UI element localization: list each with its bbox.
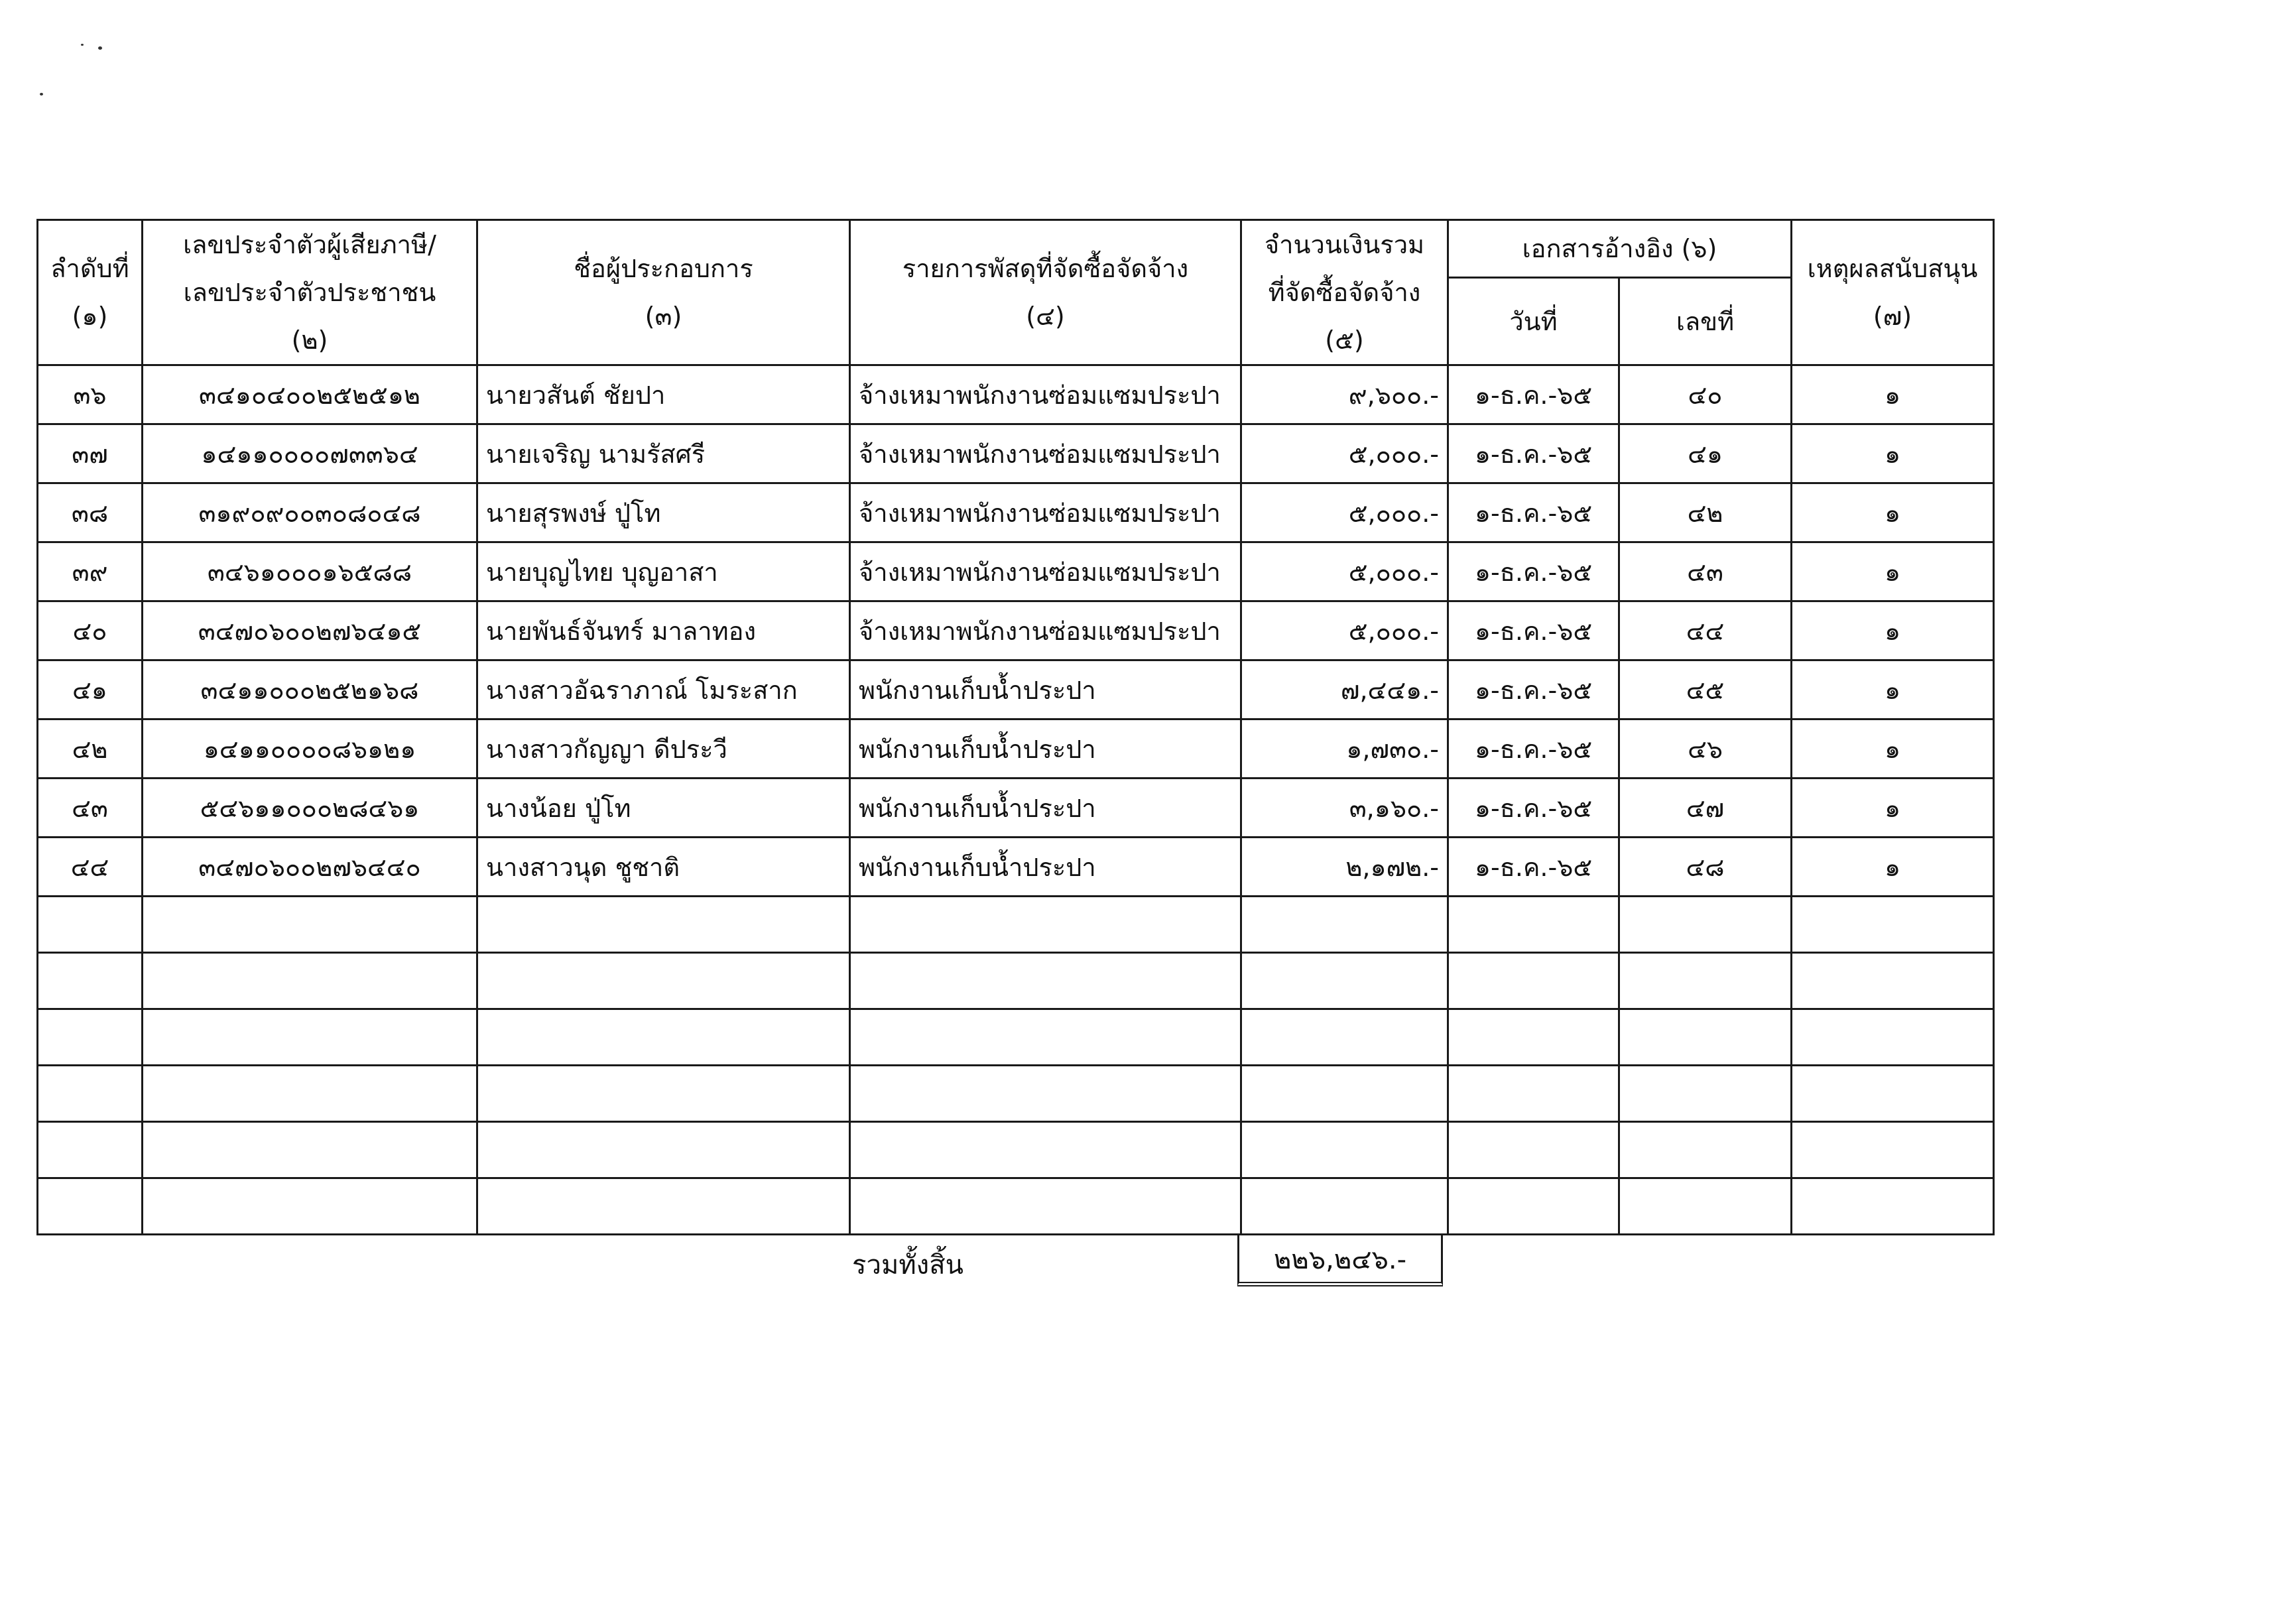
scan-speck (40, 93, 43, 95)
table-row (38, 483, 1994, 542)
cell-reason: ๑ (1792, 365, 1994, 424)
cell-amount: ๕,๐๐๐.- (1241, 601, 1448, 660)
empty-cell (1241, 953, 1448, 1009)
cell-amount: ๕,๐๐๐.- (1241, 424, 1448, 483)
header-refdoc: เอกสารอ้างอิง (๖) (1448, 220, 1792, 278)
empty-cell (1792, 1009, 1994, 1066)
cell-seq: ๓๘ (38, 483, 143, 542)
cell-item: พนักงานเก็บน้ำประปา (850, 660, 1241, 719)
empty-cell (1792, 953, 1994, 1009)
empty-row (38, 1178, 1994, 1235)
empty-cell (850, 1009, 1241, 1066)
empty-cell (1448, 1009, 1619, 1066)
cell-date: ๑-ธ.ค.-๖๕ (1448, 542, 1619, 601)
table-row (38, 660, 1994, 719)
cell-docno: ๔๗ (1619, 779, 1792, 838)
empty-cell (850, 1122, 1241, 1178)
cell-item: พนักงานเก็บน้ำประปา (850, 838, 1241, 897)
empty-cell (1448, 1122, 1619, 1178)
empty-cell (850, 953, 1241, 1009)
empty-cell (1448, 897, 1619, 953)
cell-seq: ๔๓ (38, 779, 143, 838)
table-row (38, 424, 1994, 483)
cell-amount: ๗,๔๔๑.- (1241, 660, 1448, 719)
cell-amount: ๓,๑๖๐.- (1241, 779, 1448, 838)
cell-taxid: ๕๔๖๑๑๐๐๐๒๘๔๖๑ (143, 779, 477, 838)
procurement-table (36, 219, 1995, 1235)
cell-item: พนักงานเก็บน้ำประปา (850, 779, 1241, 838)
cell-amount: ๙,๖๐๐.- (1241, 365, 1448, 424)
header-date: วันที่ (1448, 278, 1619, 365)
cell-seq: ๓๗ (38, 424, 143, 483)
empty-row (38, 1009, 1994, 1066)
empty-cell (1448, 1066, 1619, 1122)
table-row (38, 838, 1994, 897)
table-row (38, 365, 1994, 424)
cell-taxid: ๓๔๗๐๖๐๐๒๗๖๔๑๕ (143, 601, 477, 660)
cell-name: นายพันธ์จันทร์ มาลาทอง (477, 601, 850, 660)
empty-cell (143, 1178, 477, 1235)
cell-reason: ๑ (1792, 660, 1994, 719)
empty-cell (143, 1122, 477, 1178)
cell-name: นางสาวนุด ชูชาติ (477, 838, 850, 897)
empty-cell (1241, 897, 1448, 953)
empty-cell (477, 1178, 850, 1235)
empty-cell (38, 953, 143, 1009)
cell-item: จ้างเหมาพนักงานซ่อมแซมประปา (850, 483, 1241, 542)
cell-name: นางสาวกัญญา ดีประวี (477, 719, 850, 779)
cell-amount: ๒,๑๗๒.- (1241, 838, 1448, 897)
empty-cell (477, 953, 850, 1009)
empty-cell (850, 1178, 1241, 1235)
cell-reason: ๑ (1792, 838, 1994, 897)
header-reason: เหตุผลสนับสนุน (๗) (1792, 220, 1994, 365)
cell-date: ๑-ธ.ค.-๖๕ (1448, 838, 1619, 897)
empty-row (38, 1122, 1994, 1178)
empty-cell (1448, 953, 1619, 1009)
cell-taxid: ๓๑๙๐๙๐๐๓๐๘๐๔๘ (143, 483, 477, 542)
empty-cell (1619, 1066, 1792, 1122)
table-row (38, 779, 1994, 838)
cell-reason: ๑ (1792, 719, 1994, 779)
cell-taxid: ๑๔๑๑๐๐๐๐๗๓๓๖๔ (143, 424, 477, 483)
cell-docno: ๔๐ (1619, 365, 1792, 424)
cell-date: ๑-ธ.ค.-๖๕ (1448, 719, 1619, 779)
cell-item: จ้างเหมาพนักงานซ่อมแซมประปา (850, 542, 1241, 601)
cell-seq: ๔๔ (38, 838, 143, 897)
empty-cell (477, 897, 850, 953)
scan-speck (81, 44, 84, 46)
cell-date: ๑-ธ.ค.-๖๕ (1448, 779, 1619, 838)
cell-name: นายบุญไทย บุญอาสา (477, 542, 850, 601)
empty-cell (1619, 1009, 1792, 1066)
cell-docno: ๔๑ (1619, 424, 1792, 483)
header-taxid: เลขประจำตัวผู้เสียภาษี/ เลขประจำตัวประชาชน (๒) (143, 220, 477, 365)
empty-cell (143, 1009, 477, 1066)
header-seq: ลำดับที่ (๑) (38, 220, 143, 365)
empty-cell (38, 1066, 143, 1122)
cell-amount: ๑,๗๓๐.- (1241, 719, 1448, 779)
cell-name: นางน้อย ปู่โท (477, 779, 850, 838)
total-label: รวมทั้งสิ้น (852, 1250, 963, 1280)
cell-name: นายสุรพงษ์ ปู่โท (477, 483, 850, 542)
header-name: ชื่อผู้ประกอบการ (๓) (477, 220, 850, 365)
cell-name: นายวสันต์ ชัยปา (477, 365, 850, 424)
table-row (38, 601, 1994, 660)
empty-cell (38, 1122, 143, 1178)
scan-speck (98, 46, 102, 50)
cell-docno: ๔๒ (1619, 483, 1792, 542)
table-row (38, 542, 1994, 601)
cell-date: ๑-ธ.ค.-๖๕ (1448, 483, 1619, 542)
empty-cell (1241, 1178, 1448, 1235)
cell-item: พนักงานเก็บน้ำประปา (850, 719, 1241, 779)
empty-cell (1619, 953, 1792, 1009)
cell-reason: ๑ (1792, 779, 1994, 838)
empty-row (38, 953, 1994, 1009)
empty-cell (38, 1178, 143, 1235)
cell-seq: ๔๑ (38, 660, 143, 719)
cell-amount: ๕,๐๐๐.- (1241, 483, 1448, 542)
cell-name: นายเจริญ นามรัสศรี (477, 424, 850, 483)
empty-cell (1619, 897, 1792, 953)
empty-cell (143, 953, 477, 1009)
header-amount: จำนวนเงินรวม ที่จัดซื้อจัดจ้าง (๕) (1241, 220, 1448, 365)
cell-seq: ๓๖ (38, 365, 143, 424)
header-docno: เลขที่ (1619, 278, 1792, 365)
cell-amount: ๕,๐๐๐.- (1241, 542, 1448, 601)
cell-taxid: ๑๔๑๑๐๐๐๐๘๖๑๒๑ (143, 719, 477, 779)
empty-cell (1448, 1178, 1619, 1235)
empty-cell (850, 897, 1241, 953)
cell-seq: ๓๙ (38, 542, 143, 601)
cell-seq: ๔๐ (38, 601, 143, 660)
cell-date: ๑-ธ.ค.-๖๕ (1448, 424, 1619, 483)
empty-cell (1792, 1178, 1994, 1235)
empty-cell (1241, 1009, 1448, 1066)
cell-item: จ้างเหมาพนักงานซ่อมแซมประปา (850, 601, 1241, 660)
empty-cell (477, 1122, 850, 1178)
empty-row (38, 1066, 1994, 1122)
cell-date: ๑-ธ.ค.-๖๕ (1448, 660, 1619, 719)
cell-docno: ๔๖ (1619, 719, 1792, 779)
header-items: รายการพัสดุที่จัดซื้อจัดจ้าง (๔) (850, 220, 1241, 365)
cell-reason: ๑ (1792, 542, 1994, 601)
cell-reason: ๑ (1792, 601, 1994, 660)
cell-item: จ้างเหมาพนักงานซ่อมแซมประปา (850, 424, 1241, 483)
cell-reason: ๑ (1792, 424, 1994, 483)
cell-seq: ๔๒ (38, 719, 143, 779)
cell-docno: ๔๘ (1619, 838, 1792, 897)
empty-cell (1792, 1122, 1994, 1178)
empty-cell (1792, 897, 1994, 953)
cell-date: ๑-ธ.ค.-๖๕ (1448, 601, 1619, 660)
empty-cell (1241, 1122, 1448, 1178)
cell-docno: ๔๓ (1619, 542, 1792, 601)
cell-reason: ๑ (1792, 483, 1994, 542)
empty-cell (1241, 1066, 1448, 1122)
cell-taxid: ๓๔๖๑๐๐๐๑๖๕๘๘ (143, 542, 477, 601)
empty-cell (38, 1009, 143, 1066)
total-value: ๒๒๖,๒๔๖.- (1237, 1233, 1443, 1286)
empty-cell (143, 1066, 477, 1122)
empty-cell (143, 897, 477, 953)
empty-cell (850, 1066, 1241, 1122)
header-row (38, 220, 1994, 278)
cell-item: จ้างเหมาพนักงานซ่อมแซมประปา (850, 365, 1241, 424)
cell-docno: ๔๕ (1619, 660, 1792, 719)
empty-cell (477, 1009, 850, 1066)
cell-name: นางสาวอัฉราภาณ์ โมระสาก (477, 660, 850, 719)
cell-taxid: ๓๔๗๐๖๐๐๒๗๖๔๔๐ (143, 838, 477, 897)
cell-docno: ๔๔ (1619, 601, 1792, 660)
cell-taxid: ๓๔๑๐๔๐๐๒๕๒๕๑๒ (143, 365, 477, 424)
empty-cell (1619, 1178, 1792, 1235)
empty-row (38, 897, 1994, 953)
cell-taxid: ๓๔๑๑๐๐๐๒๕๒๑๖๘ (143, 660, 477, 719)
table-row (38, 719, 1994, 779)
empty-cell (38, 897, 143, 953)
empty-cell (1792, 1066, 1994, 1122)
empty-cell (1619, 1122, 1792, 1178)
cell-date: ๑-ธ.ค.-๖๕ (1448, 365, 1619, 424)
empty-cell (477, 1066, 850, 1122)
